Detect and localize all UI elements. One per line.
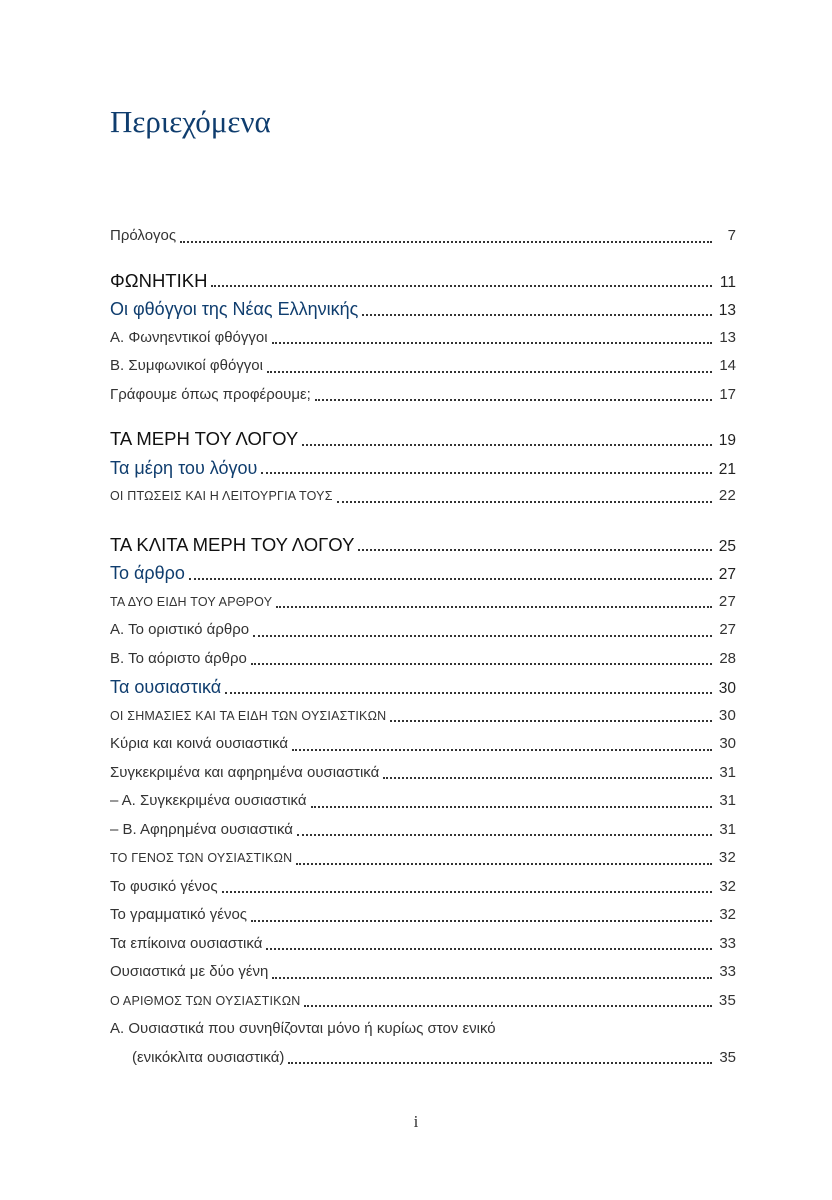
toc-entry-label: Τα μέρη του λόγου	[110, 457, 258, 478]
dot-leader	[222, 890, 712, 893]
toc-entry-article[interactable]	[110, 559, 736, 588]
dot-leader	[272, 341, 712, 344]
dot-leader	[266, 947, 712, 950]
dot-leader	[251, 662, 712, 665]
toc-entry-label: ΦΩΝΗΤΙΚΗ	[110, 269, 208, 291]
toc-entry-sounds[interactable]	[110, 295, 736, 324]
toc-entry-gender-caps[interactable]	[110, 844, 736, 873]
toc-entry-page: 33	[719, 934, 736, 952]
toc-entry-page: 22	[718, 487, 736, 504]
toc-entry-page: 31	[719, 792, 736, 809]
toc-entry-label: ΟΙ ΣΗΜΑΣΙΕΣ ΚΑΙ ΤΑ ΕΙΔΗ ΤΩΝ ΟΥΣΙΑΣΤΙΚΩΝ	[110, 708, 387, 723]
toc-entry-label: Οι φθόγγοι της Νέας Ελληνικής	[110, 299, 359, 319]
toc-entry-consonants[interactable]	[110, 352, 736, 381]
dot-leader	[292, 748, 712, 751]
toc-entry-abstract[interactable]	[110, 816, 736, 845]
toc-entry-label: Ο ΑΡΙΘΜΟΣ ΤΩΝ ΟΥΣΙΑΣΤΙΚΩΝ	[110, 993, 301, 1008]
toc-entry-proper-common[interactable]	[110, 730, 736, 759]
toc-entry-noun-meanings[interactable]	[110, 702, 736, 731]
toc-entry-page: 27	[719, 621, 736, 638]
toc-entry-label: – Β. Αφηρημένα ουσιαστικά	[110, 820, 293, 838]
toc-entry-page: 35	[719, 1048, 736, 1066]
dot-leader	[189, 577, 712, 580]
toc-entry-label: ΤΑ ΔΥΟ ΕΙΔΗ ΤΟΥ ΑΡΘΡΟΥ	[110, 594, 273, 609]
toc-entry-page: 27	[718, 592, 736, 610]
dot-leader	[383, 776, 712, 779]
toc-entry-label: ΤΟ ΓΕΝΟΣ ΤΩΝ ΟΥΣΙΑΣΤΙΚΩΝ	[110, 851, 293, 865]
dot-leader	[337, 500, 712, 503]
toc-entry-epicene[interactable]	[110, 930, 736, 959]
toc-entry-inflected[interactable]	[110, 531, 736, 560]
toc-entry-page: 11	[719, 273, 736, 291]
page-number: i	[413, 1112, 419, 1131]
toc-entry-two-genders[interactable]	[110, 958, 736, 987]
toc-entry-indefinite[interactable]	[110, 645, 736, 674]
toc-entry-page: 30	[718, 706, 736, 724]
dot-leader	[296, 862, 712, 865]
toc-entry-nouns[interactable]	[110, 673, 736, 702]
toc-entry-label: Το φυσικό γένος	[110, 877, 218, 895]
toc-entry-label: Τα ουσιαστικά	[110, 677, 222, 697]
toc-entry-label: ΟΙ ΠΤΩΣΕΙΣ ΚΑΙ Η ΛΕΙΤΟΥΡΓΙΑ ΤΟΥΣ	[110, 489, 333, 503]
dot-leader	[358, 548, 712, 551]
toc-entry-page: 31	[719, 820, 736, 838]
toc-entry-page: 25	[718, 537, 736, 555]
toc-entry-write-as-pronounce[interactable]	[110, 381, 736, 410]
toc-entry-prologue[interactable]	[110, 222, 736, 251]
toc-entry-number-caps[interactable]	[110, 987, 736, 1016]
dot-leader	[362, 313, 712, 316]
toc-entry-page: 30	[719, 735, 736, 752]
toc-entry-page: 19	[718, 432, 736, 449]
toc-entry-label: ΤΑ ΚΛΙΤΑ ΜΕΡΗ ΤΟΥ ΛΟΓΟΥ	[110, 533, 355, 555]
dot-leader	[311, 805, 712, 808]
toc-entry-page: 32	[719, 906, 736, 923]
table-of-contents	[110, 222, 736, 1072]
toc-entry-page: 17	[719, 385, 736, 403]
toc-entry-page: 14	[719, 357, 736, 374]
toc-entry-page: 13	[719, 328, 736, 346]
page-title: Περιεχόμενα	[110, 104, 271, 139]
dot-leader	[390, 719, 712, 722]
toc-entry-parts-of-speech-caps[interactable]	[110, 425, 736, 454]
toc-entry-label: Το άρθρο	[110, 563, 185, 583]
toc-entry-page: 33	[719, 963, 736, 980]
toc-entry-grammatical-gender[interactable]	[110, 901, 736, 930]
toc-entry-label: Τα επίκοινα ουσιαστικά	[110, 934, 263, 952]
toc-entry-label: Β. Συμφωνικοί φθόγγοι	[110, 357, 263, 374]
dot-leader	[288, 1061, 712, 1064]
dot-leader	[276, 605, 712, 608]
toc-entry-label: Α. Το οριστικό άρθρο	[110, 621, 250, 638]
dot-leader	[251, 919, 712, 922]
dot-leader	[302, 443, 712, 446]
toc-entry-concrete-abstract[interactable]	[110, 759, 736, 788]
dot-leader	[211, 284, 712, 287]
toc-entry-label: Το γραμματικό γένος	[110, 906, 248, 923]
toc-entry-label: (ενικόκλιτα ουσιαστικά)	[132, 1048, 285, 1066]
toc-entry-singular[interactable]	[110, 1015, 736, 1044]
dot-leader	[304, 1004, 712, 1007]
toc-entry-natural-gender[interactable]	[110, 873, 736, 902]
toc-entry-two-articles[interactable]	[110, 588, 736, 617]
toc-entry-page: 13	[718, 302, 736, 319]
dot-leader	[315, 398, 712, 401]
dot-leader	[180, 240, 712, 243]
toc-entry-label: Ουσιαστικά με δύο γένη	[110, 963, 269, 980]
toc-entry-phonetics[interactable]	[110, 267, 736, 296]
toc-entry-definite[interactable]	[110, 616, 736, 645]
toc-entry-page: 7	[727, 227, 736, 244]
toc-entry-page: 32	[719, 877, 736, 895]
dot-leader	[272, 976, 712, 979]
toc-entry-label: Κύρια και κοινά ουσιαστικά	[110, 735, 289, 752]
toc-entry-page: 27	[718, 566, 736, 583]
toc-entry-label: Γράφουμε όπως προφέρουμε;	[110, 385, 311, 403]
toc-entry-label: Πρόλογος	[110, 227, 177, 244]
dot-leader	[267, 370, 712, 373]
dot-leader	[261, 471, 712, 474]
toc-entry-vowels[interactable]	[110, 324, 736, 353]
toc-entry-parts-of-speech[interactable]	[110, 454, 736, 483]
toc-entry-page: 30	[718, 680, 736, 697]
toc-entry-label: – Α. Συγκεκριμένα ουσιαστικά	[110, 792, 307, 809]
toc-entry-page: 21	[718, 460, 736, 478]
toc-entry-singular-continued[interactable]	[110, 1044, 736, 1073]
toc-entry-concrete[interactable]	[110, 787, 736, 816]
toc-entry-label: Α. Φωνηεντικοί φθόγγοι	[110, 328, 268, 346]
dot-leader	[297, 833, 712, 836]
toc-entry-page: 35	[718, 991, 736, 1009]
dot-leader	[225, 691, 712, 694]
toc-entry-page: 32	[718, 849, 736, 866]
toc-entry-label: Συγκεκριμένα και αφηρημένα ουσιαστικά	[110, 763, 380, 781]
toc-entry-label: Β. Το αόριστο άρθρο	[110, 649, 247, 667]
toc-entry-cases[interactable]	[110, 482, 736, 511]
toc-entry-page: 31	[719, 763, 736, 781]
toc-entry-label: ΤΑ ΜΕΡΗ ΤΟΥ ΛΟΓΟΥ	[110, 428, 299, 449]
toc-entry-page: 28	[719, 649, 736, 667]
dot-leader	[253, 634, 712, 637]
toc-entry-label: Α. Ουσιαστικά που συνηθίζονται μόνο ή κυρίως στον ενικό	[110, 1020, 496, 1037]
